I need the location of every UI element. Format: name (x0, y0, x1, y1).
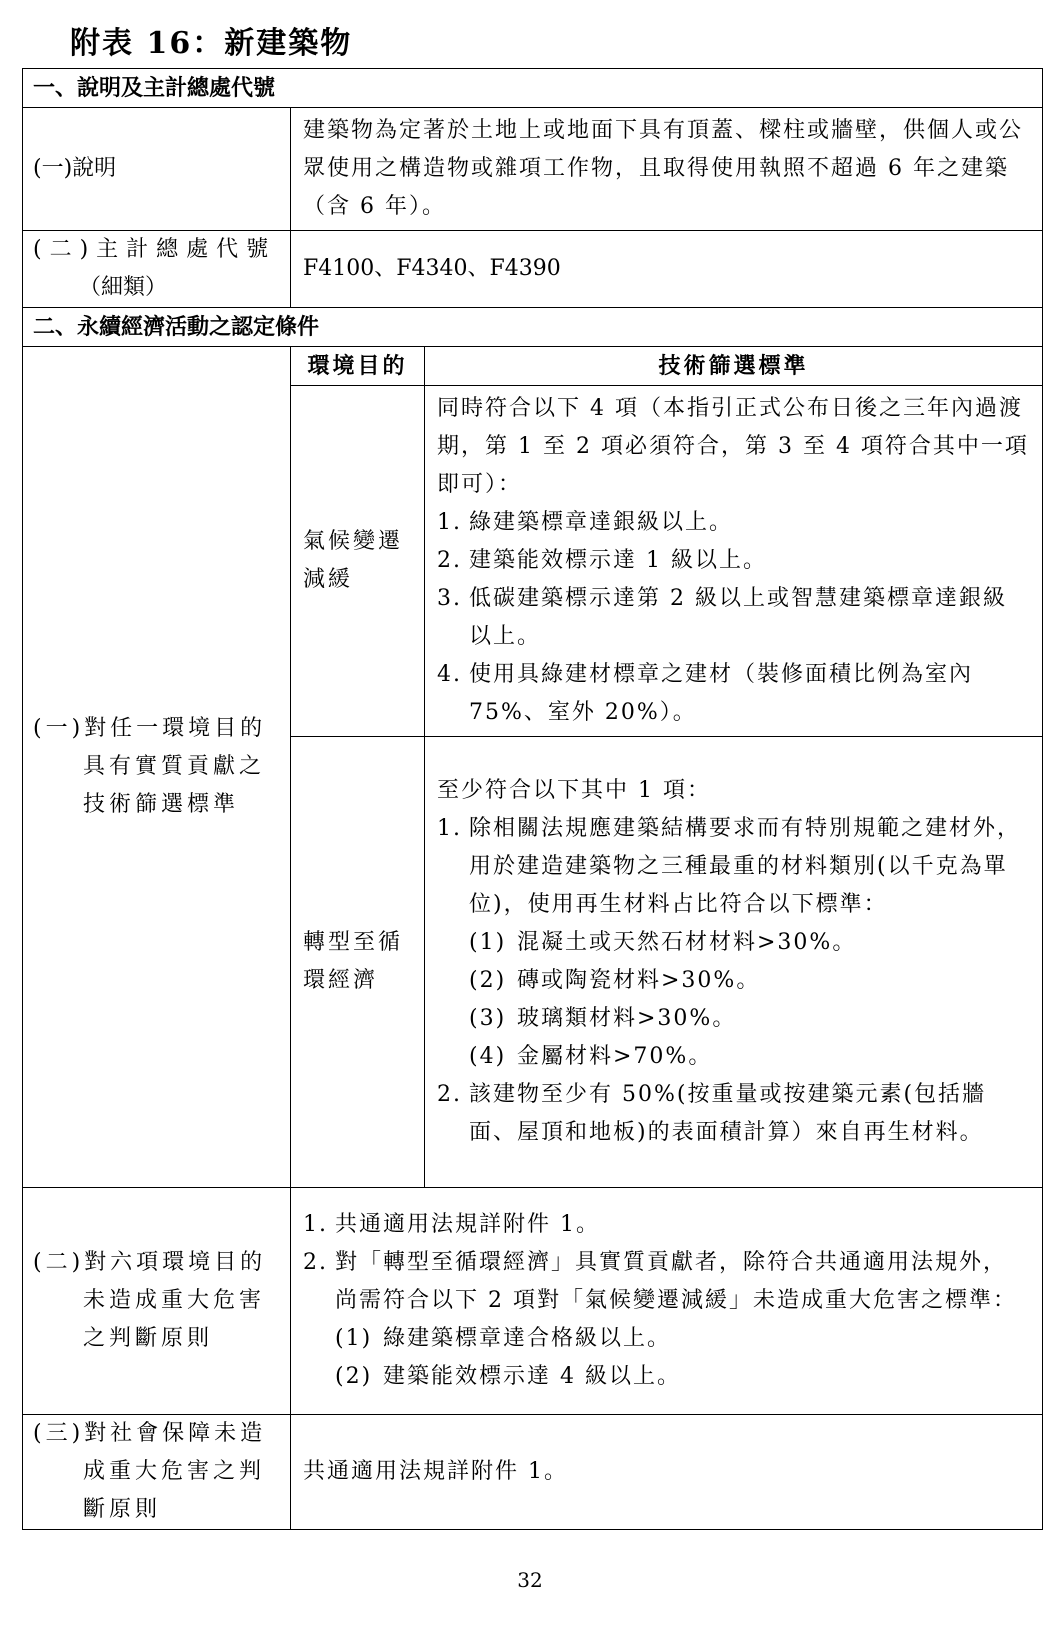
climate-item-2-number: 2. (437, 548, 462, 573)
criterion3-row (23, 1415, 1043, 1530)
section2-heading: 二、永續經濟活動之認定條件 (23, 308, 1043, 347)
criterion2-sub-item-1-number: (1) (335, 1326, 373, 1351)
circular-sub-item-4-number: (4) (469, 1044, 507, 1069)
description-row (23, 108, 1043, 231)
circular-sub-item-1-text: 混凝土或天然石材材料>30%。 (517, 930, 857, 955)
climate-item-1-number: 1. (437, 510, 462, 535)
circular-item-1 (437, 810, 1030, 924)
description-label: (一)說明 (23, 108, 291, 231)
criterion2-sub-item-1 (303, 1320, 1030, 1358)
col-header-tech: 技術篩選標準 (425, 347, 1043, 386)
circular-item-2 (437, 1076, 1030, 1152)
climate-list (437, 504, 1030, 732)
criterion2-label-line2: 未造成重大危害 (83, 1288, 266, 1313)
circular-sub-item-1 (437, 924, 1030, 962)
criterion2-sub-item-2 (303, 1358, 1030, 1396)
criterion2-label-line1: (二)對六項環境目的 (33, 1250, 267, 1275)
code-label (23, 231, 291, 308)
climate-item-4-number: 4. (437, 662, 462, 687)
section1-heading: 一、說明及主計總處代號 (23, 69, 1043, 108)
circular-criteria (425, 737, 1043, 1188)
description-text: 建築物為定著於土地上或地面下具有頂蓋、樑柱或牆壁，供個人或公眾使用之構造物或雜項工作物，且取得使用執照不超過 6 年之建築（含 6 年）。 (291, 108, 1043, 231)
criterion2-sub-item-2-number: (2) (335, 1364, 373, 1389)
criterion2-text (291, 1188, 1043, 1415)
code-label-line2: （細類） (79, 275, 168, 300)
criterion2-sub-list (303, 1320, 1030, 1396)
circular-item-1-text: 除相關法規應建築結構要求而有特別規範之建材外，用於建造建築物之三種最重的材料類別(以千克為單位)，使用再生材料占比符合以下標準： (469, 816, 1022, 917)
criterion3-label (23, 1415, 291, 1530)
criterion2-row (23, 1188, 1043, 1415)
section2-heading-row (23, 308, 1043, 347)
circular-sub-list (437, 924, 1030, 1076)
code-label-line1: (二)主計總處代號 (33, 237, 277, 262)
circular-sub-item-4-text: 金屬材料>70%。 (517, 1044, 713, 1069)
climate-item-2 (437, 542, 1030, 580)
circular-sub-item-2-number: (2) (469, 968, 507, 993)
criteria-table (22, 68, 1043, 1530)
circular-item-2-number: 2. (437, 1082, 462, 1107)
climate-item-3 (437, 580, 1030, 656)
criterion2-item-1-number: 1. (303, 1212, 328, 1237)
climate-item-2-text: 建築能效標示達 1 級以上。 (469, 548, 767, 573)
circular-sub-item-2-text: 磚或陶瓷材料>30%。 (517, 968, 761, 993)
criterion3-label-line1: (三)對社會保障未造 (33, 1421, 267, 1446)
circular-intro: 至少符合以下其中 1 項： (437, 778, 711, 803)
climate-intro: 同時符合以下 4 項（本指引正式公布日後之三年內過渡期，第 1 至 2 項必須符合，第 3 至 4 項符合其中一項即可）： (437, 396, 1029, 497)
criterion2-item-1-text: 共通適用法規詳附件 1。 (335, 1212, 600, 1237)
criterion1-label-line2: 具有實質貢獻之 (83, 754, 266, 779)
page-title: 附表 16：新建築物 (70, 26, 353, 61)
circular-sub-item-3-number: (3) (469, 1006, 507, 1031)
circular-sub-item-4 (437, 1038, 1030, 1076)
climate-item-4 (437, 656, 1030, 732)
criterion3-text: 共通適用法規詳附件 1。 (291, 1415, 1043, 1530)
circular-env: 轉型至循環經濟 (291, 737, 425, 1188)
code-row (23, 231, 1043, 308)
criteria-header-row (23, 347, 1043, 386)
code-text: F4100、F4340、F4390 (291, 231, 1043, 308)
circular-sub-item-3 (437, 1000, 1030, 1038)
climate-item-1 (437, 504, 1030, 542)
criterion3-label-line2: 成重大危害之判 (83, 1459, 266, 1484)
criterion2-label (23, 1188, 291, 1415)
criterion1-label-line1: (一)對任一環境目的 (33, 716, 267, 741)
criterion2-item-2-text: 對「轉型至循環經濟」具實質貢獻者，除符合共通適用法規外，尚需符合以下 2 項對「氣候變遷減緩」未造成重大危害之標準： (335, 1250, 1017, 1313)
circular-item-1-number: 1. (437, 816, 462, 841)
climate-env: 氣候變遷減緩 (291, 386, 425, 737)
criterion3-label-line3: 斷原則 (83, 1497, 162, 1522)
circular-sub-item-3-text: 玻璃類材料>30%。 (517, 1006, 737, 1031)
circular-sub-item-2 (437, 962, 1030, 1000)
col-header-env: 環境目的 (291, 347, 425, 386)
climate-item-3-text: 低碳建築標示達第 2 級以上或智慧建築標章達銀級以上。 (469, 586, 1007, 649)
climate-criteria (425, 386, 1043, 737)
page-number: 32 (517, 1568, 543, 1592)
criterion2-label-line3: 之判斷原則 (83, 1326, 214, 1351)
criterion2-sub-item-1-text: 綠建築標章達合格級以上。 (383, 1326, 672, 1351)
climate-item-4-text: 使用具綠建材標章之建材（裝修面積比例為室內 75%、室外 20%）。 (469, 662, 974, 725)
criterion2-sub-item-2-text: 建築能效標示達 4 級以上。 (383, 1364, 681, 1389)
criterion1-label (23, 347, 291, 1188)
climate-item-3-number: 3. (437, 586, 462, 611)
circular-sub-item-1-number: (1) (469, 930, 507, 955)
circular-item-2-text: 該建物至少有 50%(按重量或按建築元素(包括牆面、屋頂和地板)的表面積計算）來自再生材料。 (469, 1082, 987, 1145)
criterion2-item-2-number: 2. (303, 1250, 328, 1275)
climate-item-1-text: 綠建築標章達銀級以上。 (469, 510, 734, 535)
criterion2-item-1 (303, 1206, 1030, 1244)
criterion2-item-2 (303, 1244, 1030, 1320)
section1-heading-row (23, 69, 1043, 108)
criterion1-label-line3: 技術篩選標準 (83, 792, 240, 817)
